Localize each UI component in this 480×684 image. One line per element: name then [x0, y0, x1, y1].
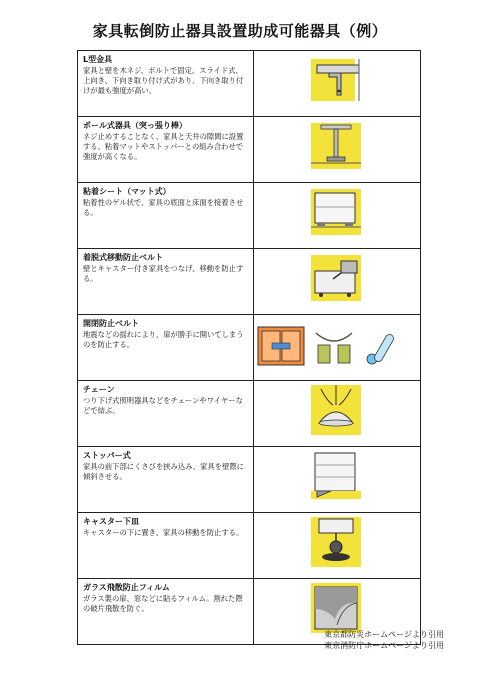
- item-illustration-cell: [254, 51, 421, 117]
- door-latch-belt-icon: [254, 315, 420, 375]
- item-illustration-cell: [254, 183, 421, 249]
- table-row: [78, 51, 421, 117]
- item-description-cell: [78, 513, 254, 579]
- item-description: 粘着性のゲル状で、家具の底面と床面を接着させる。: [83, 198, 244, 217]
- source-credits: [324, 629, 444, 651]
- table-row: [78, 513, 421, 579]
- item-name: ガラス飛散防止フィルム: [83, 583, 170, 592]
- credit-line: 東京都防災ホームページより引用: [324, 630, 444, 639]
- item-description-cell: [78, 117, 254, 183]
- item-description: つり下げ式照明器具などをチェーンやワイヤーなどで結ぶ。: [83, 396, 243, 415]
- item-name: ストッパー式: [83, 451, 131, 460]
- item-illustration-cell: [254, 315, 421, 381]
- table-row: [78, 315, 421, 381]
- item-name: 粘着シート（マット式）: [83, 187, 171, 196]
- caster-cup-icon: [297, 513, 377, 573]
- item-description-cell: [78, 249, 254, 315]
- table-row: [78, 447, 421, 513]
- item-description: ネジ止めすることなく、家具と天井の隙間に設置する。粘着マットやストッパーとの組み合わせで強度が高くなる。: [83, 132, 244, 161]
- item-illustration-cell: [254, 249, 421, 315]
- item-name: チェーン: [83, 385, 115, 394]
- item-description: 家具の前下部にくさびを挟み込み、家具を壁際に傾斜させる。: [83, 462, 244, 481]
- item-name: L型金具: [83, 55, 113, 64]
- fixture-table: [77, 50, 421, 645]
- item-description-cell: [78, 579, 254, 645]
- item-description-cell: [78, 51, 254, 117]
- item-illustration-cell: [254, 381, 421, 447]
- item-illustration-cell: [254, 117, 421, 183]
- item-description: ガラス製の扉、窓などに貼るフィルム。割れた際の破片飛散を防ぐ。: [83, 594, 243, 613]
- item-description: 地震などの揺れにより、扉が勝手に開いてしまうのを防止する。: [83, 330, 244, 349]
- table-row: [78, 183, 421, 249]
- item-description-cell: [78, 183, 254, 249]
- l-bracket-icon: [297, 51, 377, 111]
- item-description: 壁とキャスター付き家具をつなげ、移動を防止する。: [83, 264, 244, 283]
- item-description-cell: [78, 381, 254, 447]
- table-row: [78, 249, 421, 315]
- item-name: キャスター下皿: [83, 517, 139, 526]
- item-illustration-cell: [254, 513, 421, 579]
- item-illustration-cell: [254, 447, 421, 513]
- chain-lamp-icon: [297, 381, 377, 441]
- item-name: 開閉防止ベルト: [83, 319, 139, 328]
- tension-pole-icon: [297, 117, 377, 177]
- item-description: 家具と壁を木ネジ、ボルトで固定。スライド式、上向き、下向き取り付け式があり、下向き取り付けが最も強度が高い。: [83, 66, 244, 95]
- item-description-cell: [78, 447, 254, 513]
- wedge-stopper-icon: [297, 447, 377, 507]
- item-description-cell: [78, 315, 254, 381]
- detachable-belt-icon: [297, 249, 377, 309]
- item-description: キャスターの下に置き、家具の移動を防止する。: [83, 528, 244, 537]
- item-name: 着脱式移動防止ベルト: [83, 253, 163, 262]
- item-name: ポール式器具（突っ張り棒）: [83, 121, 187, 130]
- page-title: 家具転倒防止器具設置助成可能器具（例）: [92, 22, 388, 40]
- adhesive-mat-icon: [297, 183, 377, 243]
- table-row: [78, 381, 421, 447]
- table-row: [78, 117, 421, 183]
- credit-line: 東京消防庁ホームページより引用: [324, 641, 444, 650]
